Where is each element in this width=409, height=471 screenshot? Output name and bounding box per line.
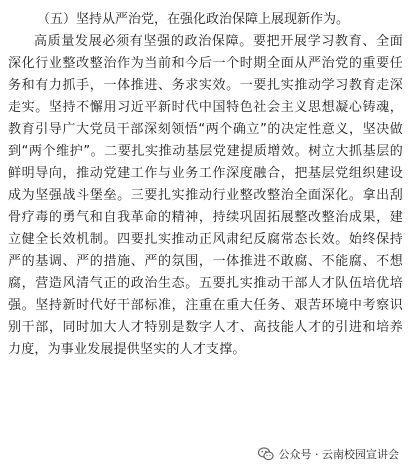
- watermark: [256, 445, 402, 463]
- article: [8, 9, 403, 361]
- section-heading: （五）坚持从严治党，在强化政治保障上展现新作为。: [37, 12, 350, 27]
- wechat-icon: [258, 447, 274, 461]
- body-paragraph: 高质量发展必须有坚强的政治保障。要把开展学习教育、全面深化行业整改整治作为当前和今后一个时期全面从严治党的重要任务和有力抓手，一体推进、务求实效。一要扎实推动学习教育走深走实。坚持不懈用习近平新时代中国特色社会主义思想凝心铸魂，教育引导广大党员干部深刻领悟“两个确立”的决定性意义，坚决做到“两个维护”。二要扎实推动基层党建提质增效。树立大抓基层的鲜明导向，推动党建工作与业务工作深度融合，把基层党组织建设成为坚强战斗堡垒。三要扎实推动行业整改整治全面深化。拿出刮骨疗毒的勇气和自我革命的精神，持续巩固拓展整改整治成果，建立健全长效机制。四要扎实推动正风肃纪反腐常态长效。始终保持严的基调、严的措施、严的氛围，一体推进不敢腐、不能腐、不想腐，营造风清气正的政治生态。五要扎实推动干部人才队伍培优培强。坚持新时代好干部标准，注重在重大任务、艰苦环境中考察识别干部，同时加大人才特别是数字人才、高技能人才的引进和培养力度，为事业发展提供坚实的人才支撑。: [8, 34, 403, 357]
- watermark-text: 公众号 · 云南校园宣讲会: [278, 448, 399, 461]
